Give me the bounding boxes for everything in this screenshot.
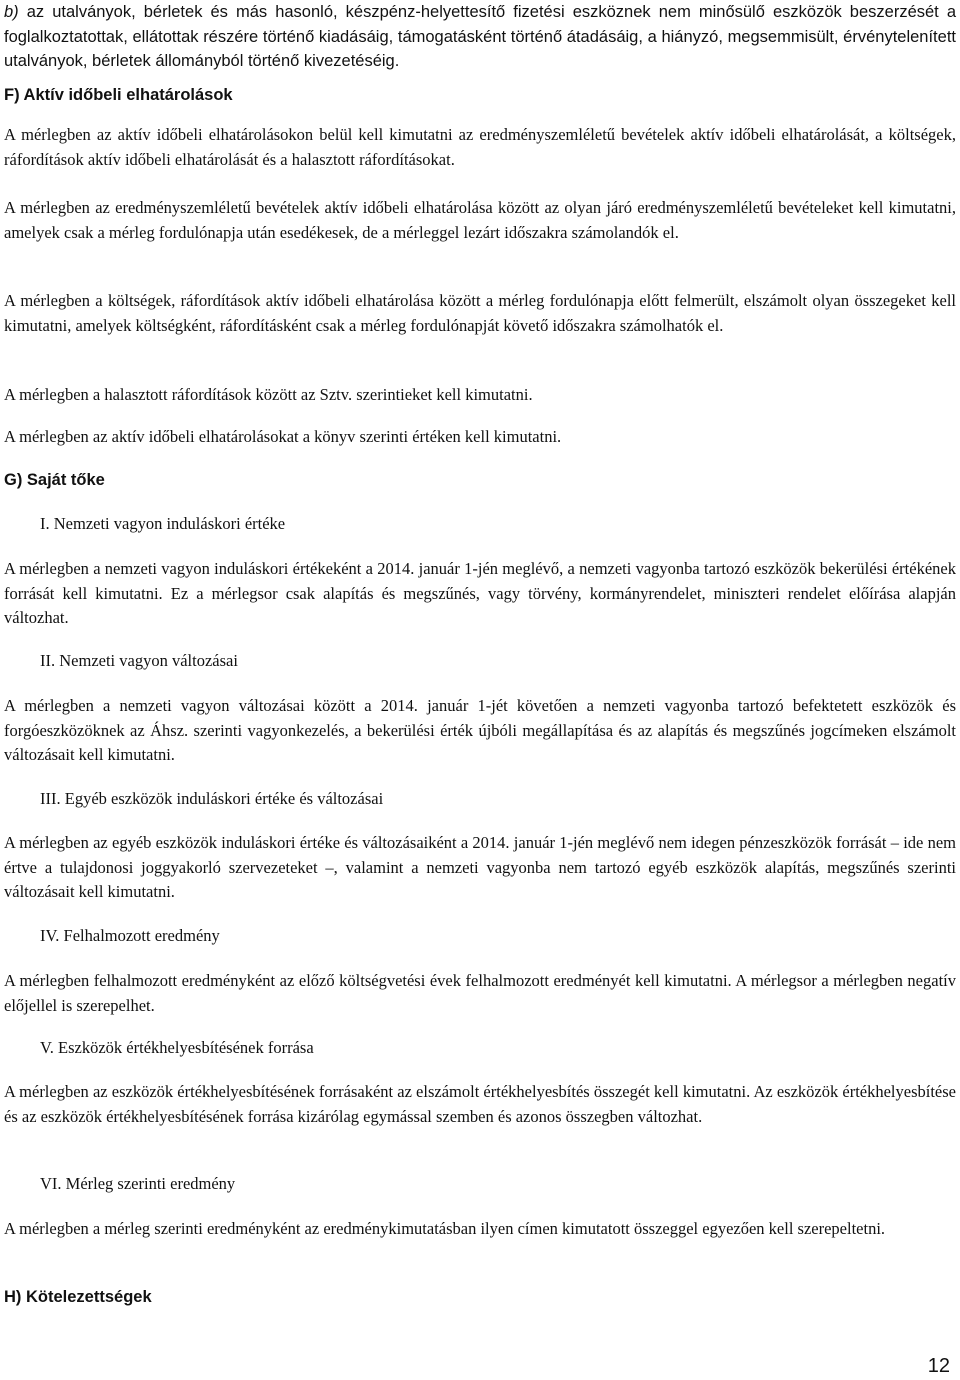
intro-text: az utalványok, bérletek és más hasonló, készpénz-helyettesítő fizetési eszköznek nem minősülő eszközök beszerzését a foglalkoztatottak, ellátottak részére történő kiadásáig, támogatásként történő átadásáig, a hiányzó, megsemmisült, érvénytelenített utalványok, bérletek állományból történő kivezetéséig. <box>4 3 956 70</box>
subsection-title: VI. Mérleg szerinti eredmény <box>40 1174 236 1193</box>
document-page <box>4 0 956 1380</box>
subsection-text: A mérlegben a nemzeti vagyon induláskori értékeként a 2014. január 1-jén meglévő, a nemzeti vagyonba tartozó eszközök bekerülési értékének forrását kell kimutatni. Ez a mérlegsor csak alapítás és megszűnés, vagy törvény, kormányrendelet, miniszteri rendelet előírása alapján változhat. <box>4 559 956 627</box>
subsection-text: A mérlegben a nemzeti vagyon változásai között a 2014. január 1-jét követően a nemzeti vagyonba tartozó befektetett eszközök és forgóeszközöknek az Áhsz. szerinti vagyonkezelés, a bekerülési érték újbóli megállapítása és az alapítás és megszűnés jogcímeken elszámolt változásait kell kimutatni. <box>4 696 956 764</box>
section-h-heading: H) Kötelezettségek <box>4 1288 152 1306</box>
subsection-title: I. Nemzeti vagyon induláskori értéke <box>40 514 286 533</box>
subsection-text: A mérlegben felhalmozott eredményként az előző költségvetési évek felhalmozott eredményét kell kimutatni. A mérlegsor a mérlegben negatív előjellel is szerepelhet. <box>4 971 956 1015</box>
section-f-paragraph: A mérlegben a költségek, ráfordítások aktív időbeli elhatárolása között a mérleg fordulónapja előtt felmerült, elszámolt olyan összegeket kell kimutatni, amelyek költségként, ráfordításként csak a mérleg fordulónapját követő időszakra számolhatók el. <box>4 291 956 335</box>
section-g-heading: G) Saját tőke <box>4 471 105 489</box>
page-number: 12 <box>927 1355 950 1377</box>
subsection-title: II. Nemzeti vagyon változásai <box>40 651 238 670</box>
subsection-title: V. Eszközök értékhelyesbítésének forrása <box>40 1038 314 1057</box>
subsection-text: A mérlegben az egyéb eszközök induláskori értéke és változásaiként a 2014. január 1-jén meglévő nem idegen pénzeszközök forrását – ide nem értve a tulajdonosi joggyakorló szervezeteket –, valamint a nemzeti vagyonba nem tartozó egyéb eszközök alapítás, megszűnés szerinti változásait kell kimutatni. <box>4 833 956 901</box>
subsection-title: IV. Felhalmozott eredmény <box>40 926 220 945</box>
section-f-paragraph: A mérlegben a halasztott ráfordítások között az Sztv. szerintieket kell kimutatni. <box>4 385 533 404</box>
intro-paragraph <box>4 0 956 74</box>
subsection-title: III. Egyéb eszközök induláskori értéke és változásai <box>40 789 384 808</box>
section-f-paragraph: A mérlegben az aktív időbeli elhatárolásokon belül kell kimutatni az eredményszemléletű bevételek aktív időbeli elhatárolását, a költségek, ráfordítások aktív időbeli elhatárolását és a halasztott ráfordításokat. <box>4 125 956 169</box>
subsection-text: A mérlegben az eszközök értékhelyesbítésének forrásaként az elszámolt értékhelyesbítés összegét kell kimutatni. Az eszközök értékhelyesbítése és az eszközök értékhelyesbítésének forrása kizárólag egymással szemben és azonos összegben változhat. <box>4 1082 956 1126</box>
intro-lead: b) <box>4 3 19 21</box>
subsection-text: A mérlegben a mérleg szerinti eredményként az eredménykimutatásban ilyen címen kimutatott összeggel egyezően kell szerepeltetni. <box>4 1219 886 1238</box>
section-f-paragraph: A mérlegben az aktív időbeli elhatárolásokat a könyv szerinti értéken kell kimutatni. <box>4 427 562 446</box>
section-f-heading: F) Aktív időbeli elhatárolások <box>4 86 233 104</box>
section-f-paragraph: A mérlegben az eredményszemléletű bevételek aktív időbeli elhatárolása között az olyan járó eredményszemléletű bevételeket kell kimutatni, amelyek csak a mérleg fordulónapja után esedékesek, de a mérleggel lezárt időszakra számolandók el. <box>4 198 956 242</box>
